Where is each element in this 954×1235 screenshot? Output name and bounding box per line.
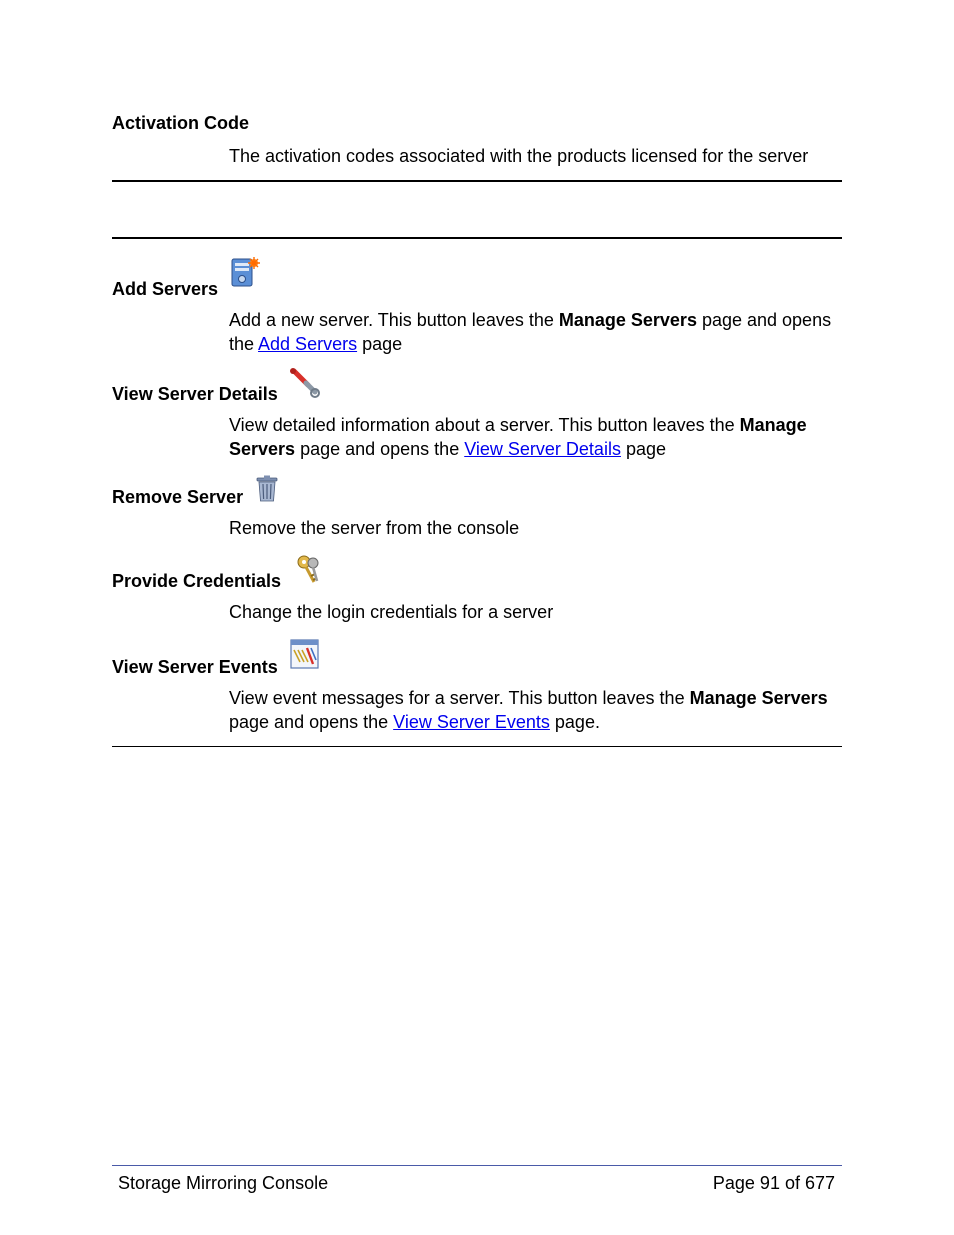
provide-credentials-term: Provide Credentials	[112, 571, 282, 591]
keys-icon[interactable]	[294, 554, 322, 586]
view-server-events-term: View Server Events	[112, 657, 278, 677]
view-server-details-term: View Server Details	[112, 384, 278, 404]
manage-servers-bold: Manage Servers	[558, 310, 697, 330]
add-servers-desc: Add a new server. This button leaves the Manage Servers page and opens the Add Servers page	[229, 310, 832, 354]
divider	[112, 180, 842, 182]
view-server-details-link[interactable]: View Server Details	[464, 438, 621, 459]
add-servers-term: Add Servers	[112, 279, 219, 299]
footer-rule	[112, 1165, 842, 1166]
wrench-icon[interactable]	[288, 367, 320, 399]
divider	[112, 237, 842, 239]
manage-servers-bold: Manage Servers	[689, 688, 828, 708]
manage-servers-bold: Manage Servers	[229, 415, 807, 459]
provide-credentials-desc: Change the login credentials for a server	[229, 602, 554, 622]
footer-title: Storage Mirroring Console	[118, 1173, 329, 1193]
page-number: Page 91 of 677	[712, 1173, 835, 1193]
remove-server-term: Remove Server	[112, 487, 244, 507]
event-log-icon[interactable]	[290, 638, 320, 670]
divider	[112, 746, 842, 747]
activation-code-term: Activation Code	[112, 113, 250, 133]
remove-server-desc: Remove the server from the console	[229, 518, 520, 538]
add-server-icon[interactable]	[230, 256, 260, 288]
view-server-events-desc: View event messages for a server. This button leaves the Manage Servers page and opens the View Server Events page.	[229, 688, 828, 732]
add-servers-link[interactable]: Add Servers	[258, 333, 358, 354]
view-server-events-link[interactable]: View Server Events	[393, 711, 550, 732]
activation-code-desc: The activation codes associated with the products licensed for the server	[229, 146, 809, 166]
trash-icon[interactable]	[255, 475, 279, 503]
view-server-details-desc: View detailed information about a server. This button leaves the Manage Servers page and opens the View Server Details page	[229, 415, 807, 459]
